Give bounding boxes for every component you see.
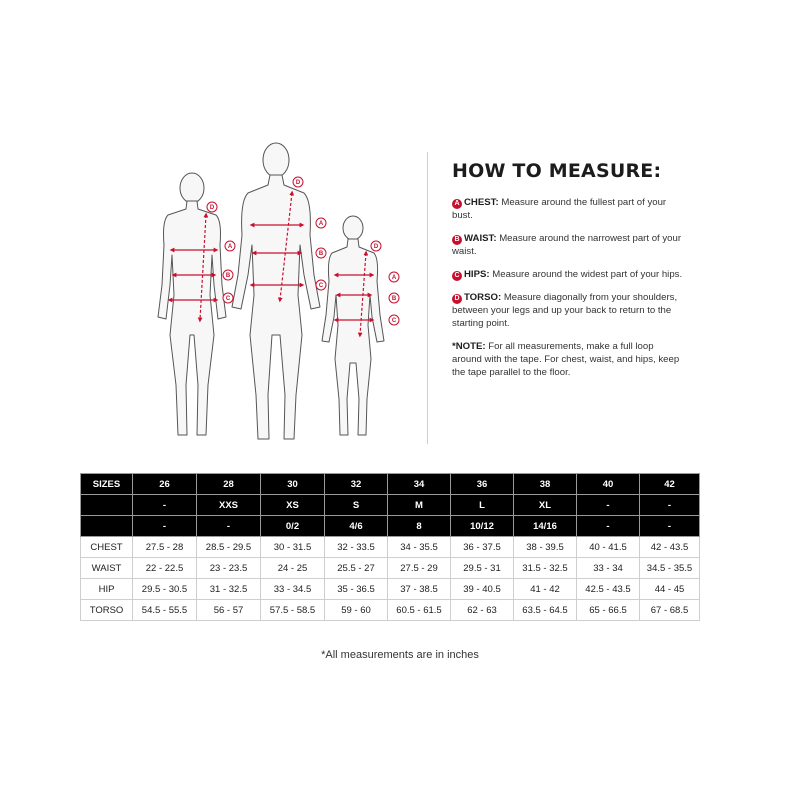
note-label: *NOTE:	[452, 341, 486, 352]
woman-marker-a	[225, 241, 235, 251]
table-cell: XXS	[197, 495, 261, 516]
svg-text:B: B	[391, 296, 397, 302]
table-cell: SIZES	[81, 474, 133, 495]
man-marker-b	[316, 248, 326, 258]
table-cell: HIP	[81, 579, 133, 600]
table-cell: 38	[514, 474, 577, 495]
child-marker-a	[389, 272, 399, 282]
table-cell: 30 - 31.5	[261, 537, 325, 558]
table-cell: -	[640, 516, 700, 537]
svg-text:B: B	[225, 273, 231, 279]
table-cell: 31.5 - 32.5	[514, 558, 577, 579]
svg-text:C: C	[318, 283, 324, 289]
table-cell: 28	[197, 474, 261, 495]
table-cell: 28.5 - 29.5	[197, 537, 261, 558]
table-cell: 8	[388, 516, 451, 537]
numeric-size-row	[81, 516, 700, 537]
svg-text:D: D	[373, 244, 379, 250]
measurement-figures-illustration	[140, 135, 420, 445]
chest-label: CHEST:	[464, 197, 499, 208]
vertical-divider	[427, 152, 428, 444]
table-cell: 36 - 37.5	[451, 537, 514, 558]
svg-text:A: A	[391, 275, 397, 281]
hip-row	[81, 579, 700, 600]
hips-text: Measure around the widest part of your hips.	[492, 269, 683, 280]
table-cell: 54.5 - 55.5	[133, 600, 197, 621]
torso-badge-icon: D	[452, 294, 462, 304]
svg-text:A: A	[227, 244, 233, 250]
letter-size-row	[81, 495, 700, 516]
table-cell: 30	[261, 474, 325, 495]
table-cell: 40	[577, 474, 640, 495]
table-cell: 10/12	[451, 516, 514, 537]
note-text: For all measurements, make a full loop around with the tape. For chest, waist, and hips, keep the tape parallel to the floor.	[452, 341, 680, 378]
svg-text:C: C	[391, 318, 397, 324]
table-cell: 57.5 - 58.5	[261, 600, 325, 621]
hips-instruction	[452, 268, 684, 281]
table-cell: L	[451, 495, 514, 516]
table-cell: 41 - 42	[514, 579, 577, 600]
table-cell: 37 - 38.5	[388, 579, 451, 600]
measurement-footnote: *All measurements are in inches	[321, 649, 479, 661]
table-cell: 42	[640, 474, 700, 495]
man-marker-a	[316, 218, 326, 228]
woman-marker-c	[223, 293, 233, 303]
torso-label: TORSO:	[464, 292, 502, 303]
table-cell: 24 - 25	[261, 558, 325, 579]
svg-text:C: C	[225, 296, 231, 302]
table-cell: 35 - 36.5	[325, 579, 388, 600]
how-to-measure-panel	[452, 160, 684, 379]
svg-text:D: D	[295, 180, 301, 186]
hips-badge-icon: C	[452, 271, 462, 281]
man-marker-c	[316, 280, 326, 290]
table-cell: 62 - 63	[451, 600, 514, 621]
table-cell: 26	[133, 474, 197, 495]
table-cell: 29.5 - 30.5	[133, 579, 197, 600]
table-cell: 25.5 - 27	[325, 558, 388, 579]
table-cell: 4/6	[325, 516, 388, 537]
table-cell: CHEST	[81, 537, 133, 558]
how-to-measure-title: HOW TO MEASURE:	[452, 160, 662, 182]
waist-text: Measure around the narrowest part of your waist.	[452, 233, 682, 257]
table-cell: XL	[514, 495, 577, 516]
waist-instruction	[452, 232, 684, 258]
table-cell: -	[577, 516, 640, 537]
table-cell: 0/2	[261, 516, 325, 537]
table-cell: 14/16	[514, 516, 577, 537]
svg-text:D: D	[209, 205, 215, 211]
chest-row	[81, 537, 700, 558]
torso-text: Measure diagonally from your shoulders, between your legs and up your back to return to the starting point.	[452, 292, 678, 329]
man-figure	[232, 143, 320, 439]
waist-row	[81, 558, 700, 579]
table-cell: 44 - 45	[640, 579, 700, 600]
table-cell: 31 - 32.5	[197, 579, 261, 600]
table-cell: 33 - 34.5	[261, 579, 325, 600]
table-cell: -	[197, 516, 261, 537]
table-cell: 38 - 39.5	[514, 537, 577, 558]
table-cell: 22 - 22.5	[133, 558, 197, 579]
table-cell: 34	[388, 474, 451, 495]
table-cell: 34.5 - 35.5	[640, 558, 700, 579]
table-cell: 27.5 - 29	[388, 558, 451, 579]
table-cell: 34 - 35.5	[388, 537, 451, 558]
man-marker-d	[293, 177, 303, 187]
chest-instruction	[452, 196, 684, 222]
woman-marker-d	[207, 202, 217, 212]
table-cell: 27.5 - 28	[133, 537, 197, 558]
table-cell: -	[133, 516, 197, 537]
torso-row	[81, 600, 700, 621]
table-cell: -	[577, 495, 640, 516]
table-cell: 59 - 60	[325, 600, 388, 621]
size-chart-table	[80, 473, 700, 621]
size-header-row	[81, 474, 700, 495]
chest-text: Measure around the fullest part of your bust.	[452, 197, 667, 221]
table-cell: TORSO	[81, 600, 133, 621]
table-cell: WAIST	[81, 558, 133, 579]
table-cell: XS	[261, 495, 325, 516]
table-cell: 56 - 57	[197, 600, 261, 621]
table-cell: 67 - 68.5	[640, 600, 700, 621]
table-cell: 60.5 - 61.5	[388, 600, 451, 621]
table-cell: 65 - 66.5	[577, 600, 640, 621]
measurement-note	[452, 340, 684, 379]
table-cell: 36	[451, 474, 514, 495]
table-cell: S	[325, 495, 388, 516]
table-cell: 23 - 23.5	[197, 558, 261, 579]
waist-label: WAIST:	[464, 233, 497, 244]
child-marker-b	[389, 293, 399, 303]
table-cell: 33 - 34	[577, 558, 640, 579]
woman-figure	[158, 173, 226, 435]
table-cell	[81, 516, 133, 537]
child-marker-d	[371, 241, 381, 251]
table-cell: 42.5 - 43.5	[577, 579, 640, 600]
table-cell: 40 - 41.5	[577, 537, 640, 558]
chest-badge-icon: A	[452, 199, 462, 209]
table-cell	[81, 495, 133, 516]
table-cell: M	[388, 495, 451, 516]
svg-text:A: A	[318, 221, 324, 227]
table-cell: -	[133, 495, 197, 516]
table-cell: 39 - 40.5	[451, 579, 514, 600]
table-cell: -	[640, 495, 700, 516]
woman-marker-b	[223, 270, 233, 280]
table-cell: 63.5 - 64.5	[514, 600, 577, 621]
svg-text:B: B	[318, 251, 324, 257]
hips-label: HIPS:	[464, 269, 490, 280]
table-cell: 32 - 33.5	[325, 537, 388, 558]
table-cell: 42 - 43.5	[640, 537, 700, 558]
torso-instruction	[452, 291, 684, 330]
table-cell: 32	[325, 474, 388, 495]
table-cell: 29.5 - 31	[451, 558, 514, 579]
child-marker-c	[389, 315, 399, 325]
waist-badge-icon: B	[452, 235, 462, 245]
